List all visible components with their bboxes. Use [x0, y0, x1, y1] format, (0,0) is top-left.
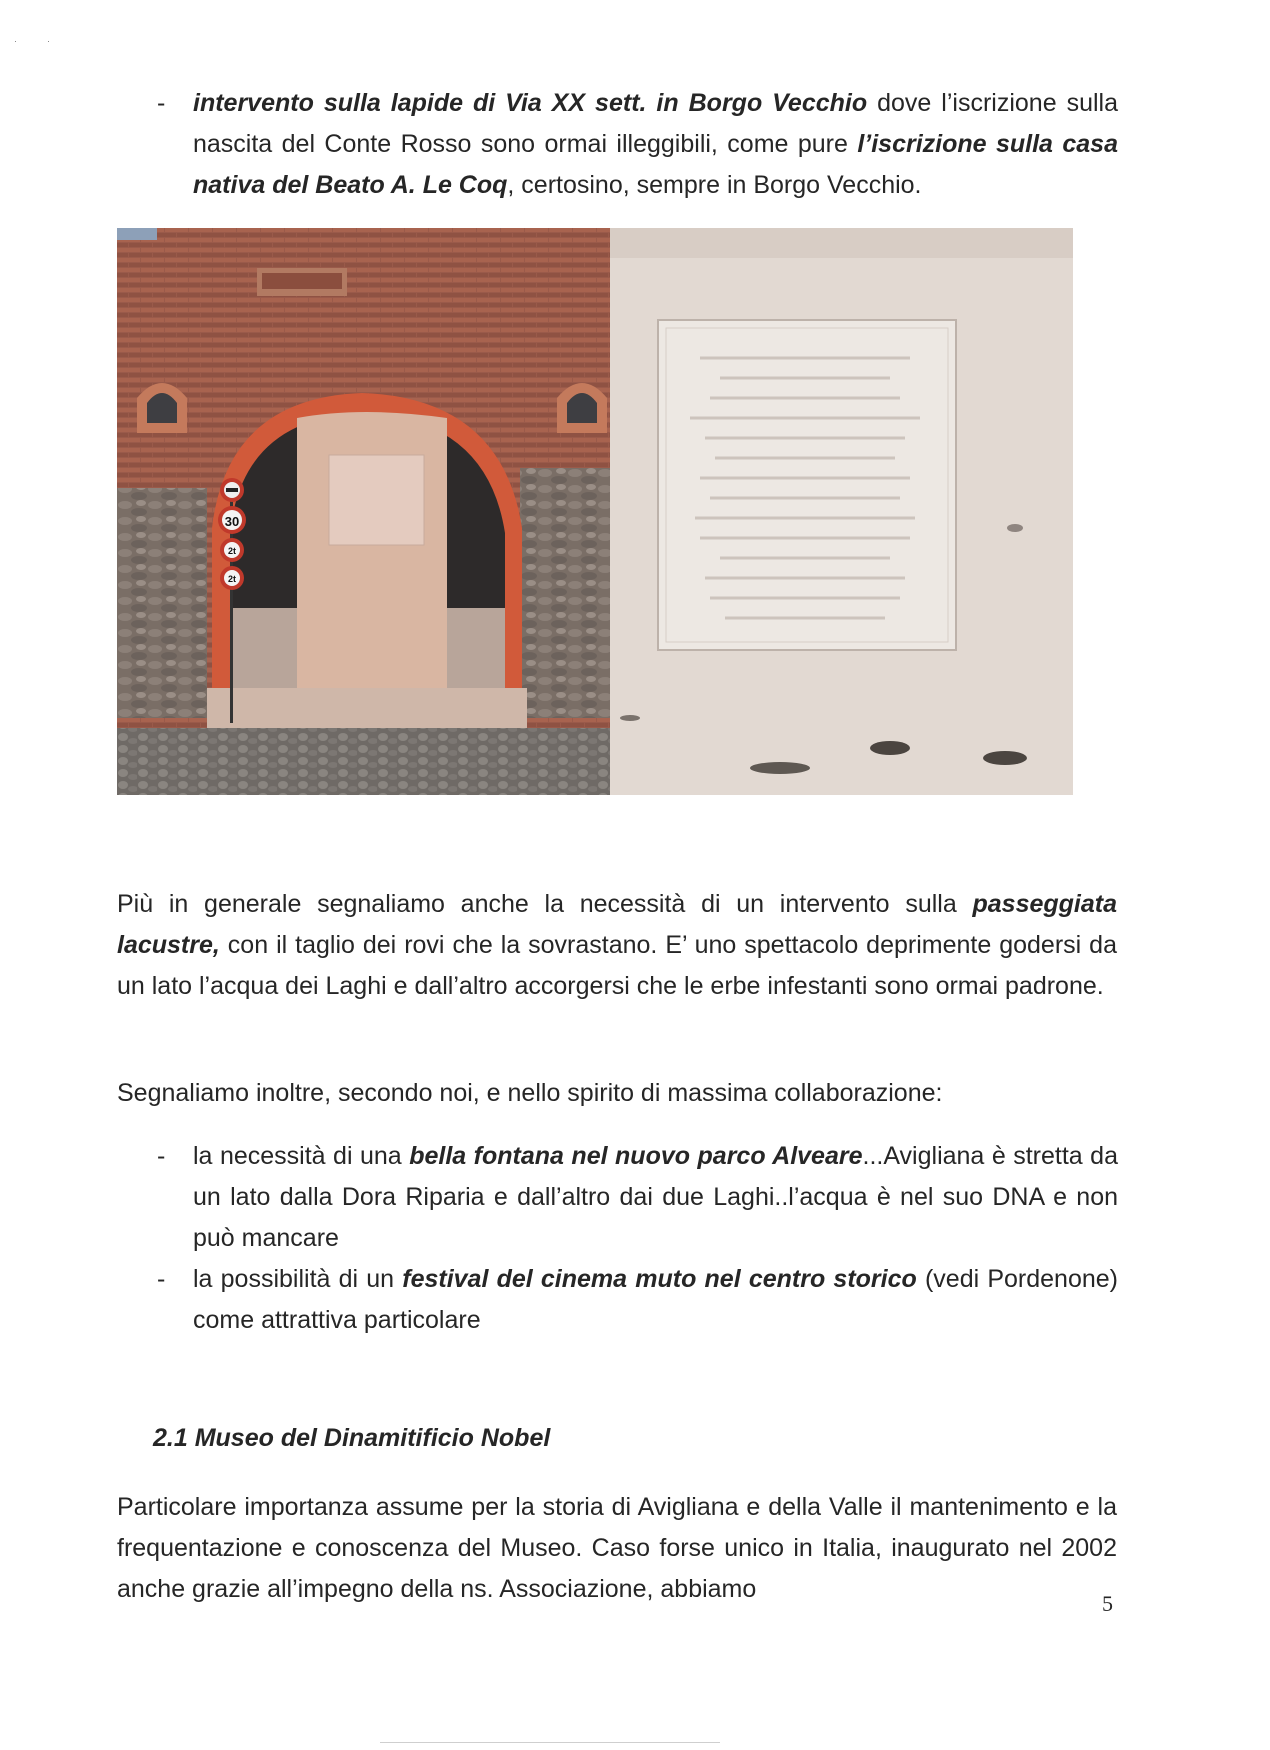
plain-phrase: , certosino, sempre in Borgo Vecchio. — [507, 171, 922, 199]
list-item-text — [193, 1136, 1118, 1259]
plain-phrase: con il taglio dei rovi che la sovrastano. E’ uno spettacolo deprimente godersi da un lato l’acqua dei Laghi e dall’altro accorgersi che le erbe infestanti sono ormai padrone. — [117, 931, 1117, 1000]
photo-arch-gate — [117, 228, 610, 795]
list-item-fontana — [157, 1136, 1118, 1259]
bold-phrase: passeggiata lacustre, — [117, 890, 1117, 959]
top-bullet-text — [193, 83, 1118, 206]
top-bullet-item — [157, 83, 1118, 206]
plain-phrase: dove l’iscrizione sulla nascita del Conte Rosso sono ormai illeggibili, come pure — [193, 89, 1118, 158]
scan-marks: ·​· — [14, 36, 80, 46]
speed-sign-text: 30 — [224, 514, 240, 529]
plain-phrase: Segnaliamo inoltre, secondo noi, e nello spirito di massima collaborazione: — [117, 1079, 943, 1107]
bullet-dash: - — [157, 89, 166, 117]
list-item-text — [193, 1259, 1118, 1341]
paragraph-museo — [117, 1487, 1117, 1610]
photo-pair — [117, 228, 1073, 795]
plain-phrase: (vedi Pordenone) come attrattiva particolare — [193, 1265, 1118, 1334]
weight-sign-text: 2t — [227, 546, 237, 556]
paragraph-passeggiata — [117, 884, 1117, 1007]
plain-phrase: Più in generale segnaliamo anche la necessità di un intervento sulla — [117, 890, 973, 918]
plain-phrase: ...Avigliana è stretta da un lato dalla Dora Riparia e dall’altro dai due Laghi..l’acqua è nel suo DNA e non può mancare — [193, 1142, 1118, 1252]
bullet-dash: - — [157, 1142, 166, 1170]
bold-phrase: festival del cinema muto nel centro storico — [402, 1265, 917, 1293]
paragraph-segnaliamo — [117, 1073, 1117, 1114]
bullet-dash: - — [157, 1265, 166, 1293]
plain-phrase: Particolare importanza assume per la storia di Avigliana e della Valle il mantenimento e la frequentazione e conoscenza del Museo. Caso forse unico in Italia, inaugurato nel 2002 anche grazie all’impegno della ns. Associazione, abbiamo — [117, 1493, 1117, 1603]
bold-phrase: bella fontana nel nuovo parco Alveare — [409, 1142, 863, 1170]
plain-phrase: la possibilità di un — [193, 1265, 403, 1293]
scan-edge-line — [380, 1742, 720, 1743]
bold-phrase: intervento sulla lapide di Via XX sett. in Borgo Vecchio — [193, 89, 868, 117]
photo-plaque — [610, 228, 1073, 795]
bold-phrase: l’iscrizione sulla casa nativa del Beato A. Le Coq — [193, 130, 1118, 199]
plain-phrase: la necessità di una — [193, 1142, 410, 1170]
section-heading: 2.1 Museo del Dinamitificio Nobel — [153, 1424, 551, 1452]
page-number: 5 — [1102, 1591, 1113, 1616]
list-item-festival — [157, 1259, 1118, 1341]
weight-sign-text: 2t — [227, 574, 237, 584]
